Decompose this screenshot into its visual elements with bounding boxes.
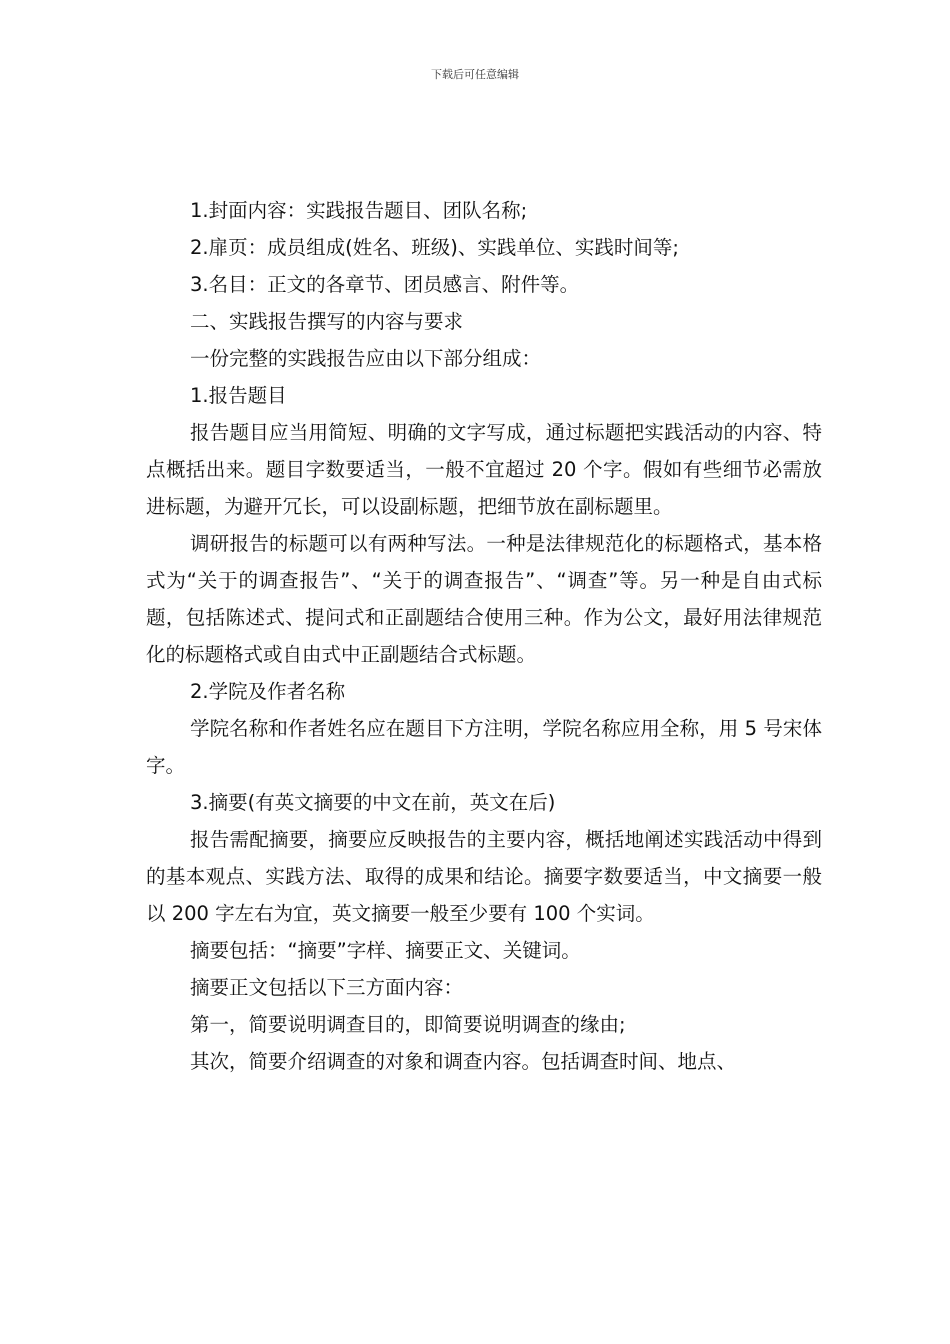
paragraph-first-point: 第一，简要说明调查目的，即简要说明调查的缘由; bbox=[190, 1013, 626, 1036]
paragraph-contents: 3.名目：正文的各章节、团员感言、附件等。 bbox=[190, 273, 580, 296]
subheading-abstract: 3.摘要(有英文摘要的中文在前，英文在后) bbox=[190, 791, 556, 814]
paragraph-cover-content: 1.封面内容：实践报告题目、团队名称; bbox=[190, 199, 528, 222]
subheading-college-author: 2.学院及作者名称 bbox=[190, 680, 346, 703]
paragraph-title-formats: 调研报告的标题可以有两种写法。一种是法律规范化的标题格式，基本格式为“关于的调查报告”、“关于的调查报告”、“调查”等。另一种是自由式标题，包括陈述式、提问式和正副题结合使用三种。作为公文，最好用法律规范化的标题格式或自由式中正副题结合式标题。 bbox=[146, 532, 822, 666]
subheading-report-title: 1.报告题目 bbox=[190, 384, 287, 407]
paragraph-title-page: 2.扉页：成员组成(姓名、班级)、实践单位、实践时间等; bbox=[190, 236, 679, 259]
page-header: 下载后可任意编辑 bbox=[431, 68, 519, 81]
paragraph-report-parts: 一份完整的实践报告应由以下部分组成： bbox=[190, 347, 542, 370]
paragraph-report-title-body: 报告题目应当用简短、明确的文字写成，通过标题把实践活动的内容、特点概括出来。题目字数要适当，一般不宜超过 20 个字。假如有些细节必需放进标题，为避开冗长，可以设副标题，把细节放在副标题里。 bbox=[146, 421, 822, 518]
paragraph-abstract-includes: 摘要包括：“摘要”字样、摘要正文、关键词。 bbox=[190, 939, 581, 962]
paragraph-abstract-three-parts: 摘要正文包括以下三方面内容： bbox=[190, 976, 464, 999]
section-heading: 二、实践报告撰写的内容与要求 bbox=[190, 310, 464, 333]
paragraph-abstract-body: 报告需配摘要，摘要应反映报告的主要内容，概括地阐述实践活动中得到的基本观点、实践方法、取得的成果和结论。摘要字数要适当，中文摘要一般以 200 字左右为宜，英文摘要一般至少要有 100 个实词。 bbox=[146, 828, 822, 925]
paragraph-second-point: 其次，简要介绍调查的对象和调查内容。包括调查时间、地点、 bbox=[190, 1050, 737, 1073]
document-body bbox=[146, 192, 822, 1080]
paragraph-college-author-body: 学院名称和作者姓名应在题目下方注明，学院名称应用全称，用 5 号宋体字。 bbox=[146, 717, 822, 777]
